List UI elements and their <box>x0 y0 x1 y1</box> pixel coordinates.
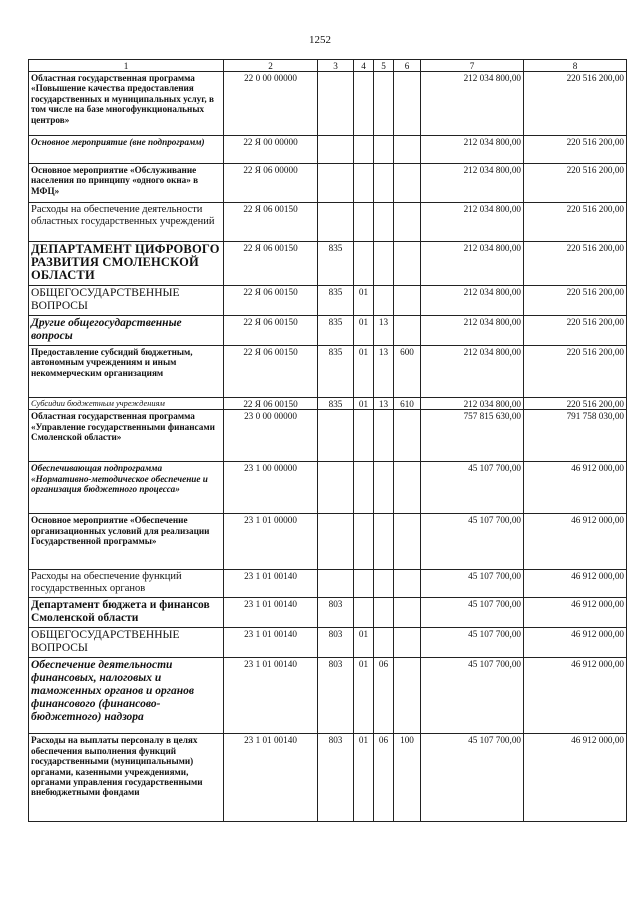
item-name-cell: Обеспечение деятельности финансовых, налоговых и таможенных органов и органов финансового (финансово-бюджетного) надзора <box>29 658 224 734</box>
item-name-cell: ОБЩЕГОСУДАРСТВЕННЫЕ ВОПРОСЫ <box>29 286 224 316</box>
subsection-code-cell <box>374 164 394 203</box>
table-row <box>29 72 627 136</box>
header-cell: 1 <box>29 60 224 72</box>
target-article-code-cell: 23 1 01 00000 <box>224 514 318 570</box>
amount-year-1-cell: 45 107 700,00 <box>421 462 524 514</box>
admin-code-cell: 803 <box>318 658 354 734</box>
subsection-code-cell <box>374 628 394 658</box>
section-code-cell <box>354 570 374 598</box>
table-row <box>29 658 627 734</box>
section-code-cell: 01 <box>354 398 374 410</box>
item-name-cell: Обеспечивающая подпрограмма «Нормативно-методическое обеспечение и организация бюджетного процесса» <box>29 462 224 514</box>
section-code-cell <box>354 410 374 462</box>
admin-code-cell <box>318 164 354 203</box>
target-article-code-cell: 22 Я 00 00000 <box>224 136 318 164</box>
target-article-code-cell: 22 Я 06 00000 <box>224 164 318 203</box>
section-code-cell <box>354 598 374 628</box>
amount-year-1-cell: 212 034 800,00 <box>421 72 524 136</box>
admin-code-cell <box>318 410 354 462</box>
expense-type-code-cell <box>394 286 421 316</box>
amount-year-1-cell: 212 034 800,00 <box>421 203 524 242</box>
amount-year-1-cell: 45 107 700,00 <box>421 628 524 658</box>
target-article-code-cell: 23 1 01 00140 <box>224 734 318 822</box>
section-code-cell: 01 <box>354 286 374 316</box>
admin-code-cell <box>318 570 354 598</box>
target-article-code-cell: 23 0 00 00000 <box>224 410 318 462</box>
expense-type-code-cell: 610 <box>394 398 421 410</box>
amount-year-1-cell: 212 034 800,00 <box>421 242 524 286</box>
header-cell: 2 <box>224 60 318 72</box>
subsection-code-cell: 13 <box>374 316 394 346</box>
budget-table <box>28 59 627 822</box>
amount-year-2-cell: 220 516 200,00 <box>524 242 627 286</box>
subsection-code-cell <box>374 72 394 136</box>
table-row <box>29 514 627 570</box>
table-row <box>29 398 627 410</box>
target-article-code-cell: 23 1 00 00000 <box>224 462 318 514</box>
amount-year-1-cell: 212 034 800,00 <box>421 316 524 346</box>
target-article-code-cell: 23 1 01 00140 <box>224 570 318 598</box>
amount-year-1-cell: 45 107 700,00 <box>421 570 524 598</box>
table-row <box>29 164 627 203</box>
item-name-cell: ОБЩЕГОСУДАРСТВЕННЫЕ ВОПРОСЫ <box>29 628 224 658</box>
target-article-code-cell: 22 Я 06 00150 <box>224 316 318 346</box>
target-article-code-cell: 22 Я 06 00150 <box>224 242 318 286</box>
target-article-code-cell: 23 1 01 00140 <box>224 628 318 658</box>
section-code-cell <box>354 514 374 570</box>
header-cell: 3 <box>318 60 354 72</box>
target-article-code-cell: 22 Я 06 00150 <box>224 346 318 398</box>
table-row <box>29 242 627 286</box>
amount-year-2-cell: 46 912 000,00 <box>524 598 627 628</box>
section-code-cell <box>354 462 374 514</box>
admin-code-cell: 835 <box>318 242 354 286</box>
section-code-cell: 01 <box>354 316 374 346</box>
table-row <box>29 316 627 346</box>
header-cell: 4 <box>354 60 374 72</box>
target-article-code-cell: 22 Я 06 00150 <box>224 203 318 242</box>
amount-year-2-cell: 46 912 000,00 <box>524 628 627 658</box>
target-article-code-cell: 22 Я 06 00150 <box>224 398 318 410</box>
admin-code-cell <box>318 72 354 136</box>
expense-type-code-cell <box>394 203 421 242</box>
subsection-code-cell: 06 <box>374 734 394 822</box>
table-row <box>29 598 627 628</box>
amount-year-1-cell: 212 034 800,00 <box>421 398 524 410</box>
section-code-cell <box>354 136 374 164</box>
admin-code-cell <box>318 136 354 164</box>
amount-year-1-cell: 212 034 800,00 <box>421 164 524 203</box>
expense-type-code-cell <box>394 514 421 570</box>
expense-type-code-cell <box>394 410 421 462</box>
amount-year-2-cell: 220 516 200,00 <box>524 203 627 242</box>
subsection-code-cell <box>374 136 394 164</box>
subsection-code-cell: 13 <box>374 398 394 410</box>
amount-year-1-cell: 212 034 800,00 <box>421 136 524 164</box>
item-name-cell: Другие общегосударственные вопросы <box>29 316 224 346</box>
page-number: 1252 <box>309 34 331 46</box>
subsection-code-cell <box>374 598 394 628</box>
expense-type-code-cell: 100 <box>394 734 421 822</box>
amount-year-1-cell: 45 107 700,00 <box>421 658 524 734</box>
admin-code-cell: 803 <box>318 734 354 822</box>
section-code-cell <box>354 242 374 286</box>
item-name-cell: Предоставление субсидий бюджетным, автономным учреждениям и иным некоммерческим организациям <box>29 346 224 398</box>
expense-type-code-cell <box>394 242 421 286</box>
table-row <box>29 628 627 658</box>
target-article-code-cell: 22 Я 06 00150 <box>224 286 318 316</box>
expense-type-code-cell <box>394 316 421 346</box>
item-name-cell: Основное мероприятие «Обслуживание населения по принципу «одного окна» в МФЦ» <box>29 164 224 203</box>
table-row <box>29 734 627 822</box>
subsection-code-cell <box>374 286 394 316</box>
admin-code-cell: 835 <box>318 346 354 398</box>
table-row <box>29 286 627 316</box>
section-code-cell <box>354 72 374 136</box>
target-article-code-cell: 23 1 01 00140 <box>224 598 318 628</box>
subsection-code-cell <box>374 462 394 514</box>
section-code-cell <box>354 164 374 203</box>
subsection-code-cell: 13 <box>374 346 394 398</box>
item-name-cell: Основное мероприятие «Обеспечение организационных условий для реализации Государственной программы» <box>29 514 224 570</box>
item-name-cell: Расходы на обеспечение деятельности областных государственных учреждений <box>29 203 224 242</box>
expense-type-code-cell <box>394 570 421 598</box>
amount-year-2-cell: 46 912 000,00 <box>524 462 627 514</box>
expense-type-code-cell <box>394 72 421 136</box>
admin-code-cell <box>318 462 354 514</box>
table-row <box>29 462 627 514</box>
subsection-code-cell: 06 <box>374 658 394 734</box>
admin-code-cell: 835 <box>318 316 354 346</box>
header-cell: 8 <box>524 60 627 72</box>
amount-year-2-cell: 220 516 200,00 <box>524 164 627 203</box>
admin-code-cell: 803 <box>318 628 354 658</box>
amount-year-1-cell: 212 034 800,00 <box>421 286 524 316</box>
item-name-cell: Расходы на выплаты персоналу в целях обеспечения выполнения функций государственными (муниципальными) органами, казенными учреждениями, органами управления государственными внебюджетными фондами <box>29 734 224 822</box>
section-code-cell: 01 <box>354 628 374 658</box>
subsection-code-cell <box>374 514 394 570</box>
table-row <box>29 346 627 398</box>
expense-type-code-cell <box>394 628 421 658</box>
amount-year-2-cell: 220 516 200,00 <box>524 72 627 136</box>
section-code-cell <box>354 203 374 242</box>
amount-year-1-cell: 45 107 700,00 <box>421 514 524 570</box>
expense-type-code-cell <box>394 136 421 164</box>
target-article-code-cell: 22 0 00 00000 <box>224 72 318 136</box>
target-article-code-cell: 23 1 01 00140 <box>224 658 318 734</box>
header-row <box>29 60 627 72</box>
subsection-code-cell <box>374 410 394 462</box>
item-name-cell: Расходы на обеспечение функций государственных органов <box>29 570 224 598</box>
table-row <box>29 570 627 598</box>
amount-year-2-cell: 791 758 030,00 <box>524 410 627 462</box>
table-body <box>29 72 627 822</box>
amount-year-1-cell: 757 815 630,00 <box>421 410 524 462</box>
expense-type-code-cell <box>394 658 421 734</box>
item-name-cell: Департамент бюджета и финансов Смоленской области <box>29 598 224 628</box>
header-cell: 7 <box>421 60 524 72</box>
table-row <box>29 136 627 164</box>
amount-year-1-cell: 212 034 800,00 <box>421 346 524 398</box>
subsection-code-cell <box>374 570 394 598</box>
header-cell: 5 <box>374 60 394 72</box>
amount-year-2-cell: 46 912 000,00 <box>524 514 627 570</box>
amount-year-2-cell: 220 516 200,00 <box>524 286 627 316</box>
expense-type-code-cell: 600 <box>394 346 421 398</box>
amount-year-2-cell: 220 516 200,00 <box>524 316 627 346</box>
expense-type-code-cell <box>394 598 421 628</box>
amount-year-2-cell: 220 516 200,00 <box>524 398 627 410</box>
amount-year-1-cell: 45 107 700,00 <box>421 598 524 628</box>
amount-year-2-cell: 220 516 200,00 <box>524 136 627 164</box>
admin-code-cell: 835 <box>318 398 354 410</box>
expense-type-code-cell <box>394 164 421 203</box>
amount-year-2-cell: 46 912 000,00 <box>524 734 627 822</box>
amount-year-1-cell: 45 107 700,00 <box>421 734 524 822</box>
item-name-cell: Областная государственная программа «Повышение качества предоставления государственных и муниципальных услуг, в том числе на базе многофункциональных центров» <box>29 72 224 136</box>
amount-year-2-cell: 220 516 200,00 <box>524 346 627 398</box>
expense-type-code-cell <box>394 462 421 514</box>
section-code-cell: 01 <box>354 658 374 734</box>
item-name-cell: Областная государственная программа «Управление государственными финансами Смоленской области» <box>29 410 224 462</box>
amount-year-2-cell: 46 912 000,00 <box>524 570 627 598</box>
admin-code-cell <box>318 203 354 242</box>
table-row <box>29 203 627 242</box>
item-name-cell: Основное мероприятие (вне подпрограмм) <box>29 136 224 164</box>
admin-code-cell: 803 <box>318 598 354 628</box>
subsection-code-cell <box>374 242 394 286</box>
item-name-cell: Субсидии бюджетным учреждениям <box>29 398 224 410</box>
section-code-cell: 01 <box>354 734 374 822</box>
admin-code-cell <box>318 514 354 570</box>
section-code-cell: 01 <box>354 346 374 398</box>
amount-year-2-cell: 46 912 000,00 <box>524 658 627 734</box>
item-name-cell: ДЕПАРТАМЕНТ ЦИФРОВОГО РАЗВИТИЯ СМОЛЕНСКОЙ ОБЛАСТИ <box>29 242 224 286</box>
admin-code-cell: 835 <box>318 286 354 316</box>
table-row <box>29 410 627 462</box>
header-cell: 6 <box>394 60 421 72</box>
subsection-code-cell <box>374 203 394 242</box>
